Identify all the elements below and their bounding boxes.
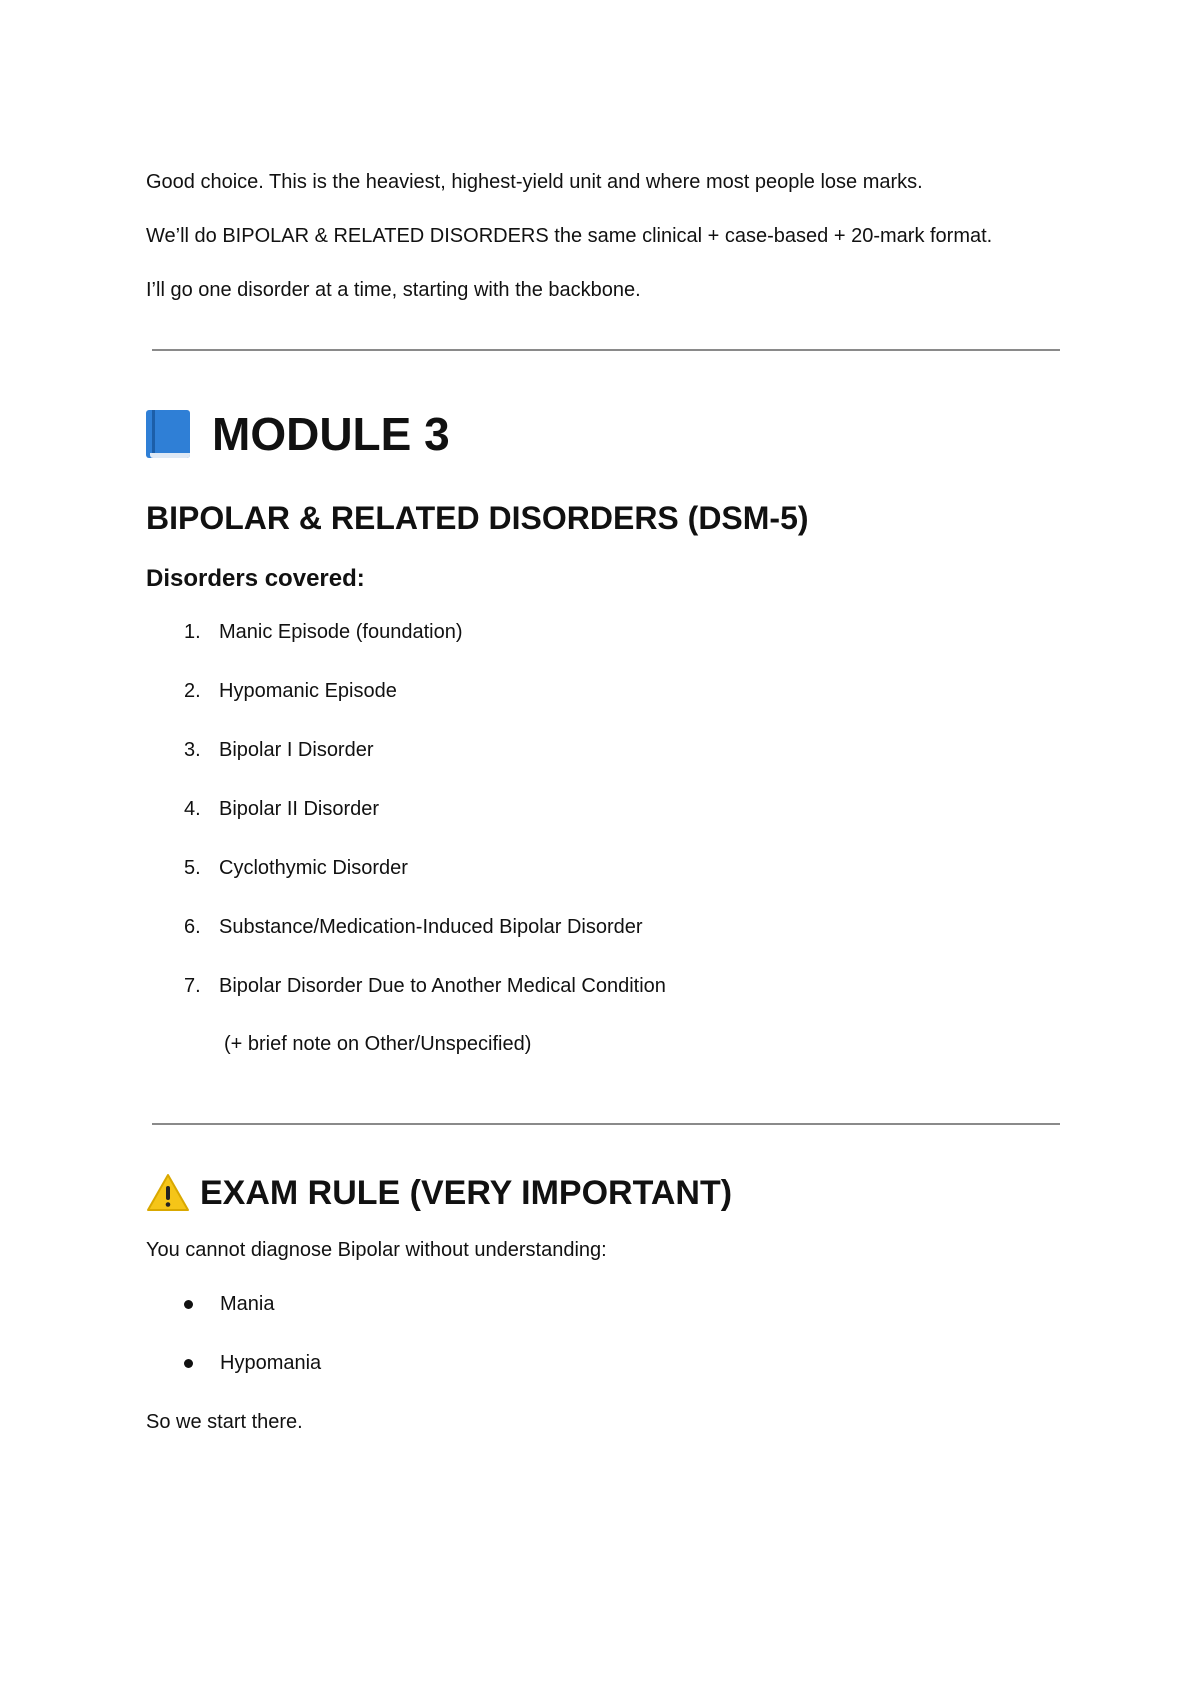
intro-section (146, 168, 1066, 305)
bullet-icon (184, 1300, 193, 1309)
module-subtitle: BIPOLAR & RELATED DISORDERS (DSM-5) (146, 500, 809, 536)
blue-book-icon (146, 410, 190, 458)
module-heading (146, 406, 1066, 462)
warning-icon (146, 1173, 190, 1213)
bullet-list (146, 1290, 1066, 1378)
horizontal-rule (152, 349, 1060, 351)
module-title: MODULE 3 (212, 408, 450, 460)
horizontal-rule (152, 1123, 1060, 1125)
closing-text: So we start there. (146, 1411, 303, 1433)
list-note: (+ brief note on Other/Unspecified) (224, 1033, 532, 1055)
intro-paragraph-2: We’ll do BIPOLAR & RELATED DISORDERS the same clinical + case-based + 20-mark format. (146, 225, 993, 247)
exam-rule-text: You cannot diagnose Bipolar without understanding: (146, 1239, 607, 1261)
list-item: 4. Bipolar II Disorder (184, 798, 380, 820)
disorders-list (146, 618, 1066, 1001)
bullet-icon (184, 1359, 193, 1368)
list-item: 2. Hypomanic Episode (184, 680, 397, 702)
intro-paragraph-3: I’ll go one disorder at a time, starting with the backbone. (146, 279, 641, 301)
list-item: Hypomania (146, 1349, 1066, 1378)
exam-rule-heading (146, 1172, 1066, 1214)
document-page (146, 168, 1066, 1437)
disorders-covered-heading: Disorders covered: (146, 565, 365, 592)
list-item: 7. Bipolar Disorder Due to Another Medical Condition (184, 975, 666, 997)
intro-paragraph-1: Good choice. This is the heaviest, highest-yield unit and where most people lose marks. (146, 171, 923, 193)
list-item: 5. Cyclothymic Disorder (184, 857, 408, 879)
list-item: 1. Manic Episode (foundation) (184, 621, 463, 643)
list-item: 3. Bipolar I Disorder (184, 739, 374, 761)
list-item: 6. Substance/Medication-Induced Bipolar Disorder (184, 916, 643, 938)
exam-rule-title: EXAM RULE (VERY IMPORTANT) (200, 1174, 733, 1212)
list-item: Mania (146, 1290, 1066, 1319)
